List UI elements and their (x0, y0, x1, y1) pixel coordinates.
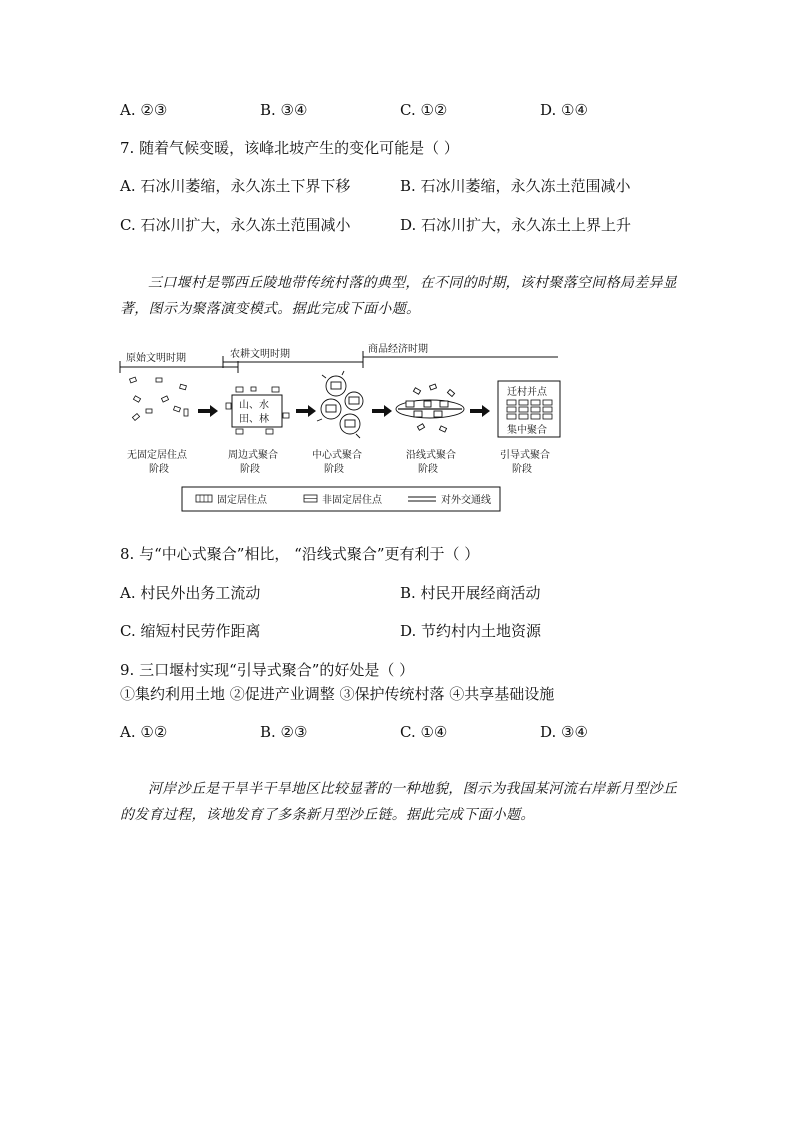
stage5-label-line1: 引导式聚合 (500, 450, 550, 461)
passage-settlement: 三口堰村是鄂西丘陵地带传统村落的典型，在不同的时期，该村聚落空间格局差异显著，图示为聚落演变模式。据此完成下面小题。 (120, 275, 678, 317)
stage4-label-line2: 阶段 (418, 464, 438, 475)
q6-option-c: C. ①② (400, 101, 448, 119)
q7-option-c: C. 石冰川扩大，永久冻土范围减小 (120, 216, 351, 234)
q7-option-d: D. 石冰川扩大，永久冻土上界上升 (400, 216, 632, 234)
q7-option-a: A. 石冰川萎缩，永久冻土下界下移 (120, 177, 351, 195)
q9-stem: 9. 三口堰村实现“引导式聚合”的好处是（ ） (120, 661, 415, 679)
q9-items: ①集约利用土地 ②促进产业调整 ③保护传统村落 ④共享基础设施 (120, 685, 555, 703)
q6-option-d: D. ①④ (540, 101, 588, 119)
guided-top-label: 迁村并点 (507, 387, 547, 398)
stage1-scattered-points (129, 377, 188, 420)
box-text-2: 田、林 (239, 414, 269, 425)
q8-option-a: A. 村民外出务工流动 (120, 584, 261, 602)
stage3-central-clusters (317, 371, 363, 438)
settlement-evolution-diagram (118, 335, 563, 517)
q9-option-a: A. ①② (120, 723, 168, 741)
q9-option-c: C. ①④ (400, 723, 448, 741)
q8-option-c: C. 缩短村民劳作距离 (120, 622, 261, 640)
stage5-label-line2: 阶段 (512, 464, 532, 475)
q9-option-d: D. ③④ (540, 723, 588, 741)
legend-fixed: 固定居住点 (217, 495, 267, 506)
q8-stem: 8. 与“中心式聚合”相比， “沿线式聚合”更有利于（ ） (120, 545, 480, 563)
q7-stem: 7. 随着气候变暖，该峰北坡产生的变化可能是（ ） (120, 139, 459, 157)
q6-option-b: B. ③④ (260, 101, 308, 119)
stage3-label-line1: 中心式聚合 (312, 450, 362, 461)
period-commodity: 商品经济时期 (368, 344, 428, 355)
period-farming: 农耕文明时期 (230, 349, 290, 360)
stage2-label-line1: 周边式聚合 (228, 450, 278, 461)
guided-bottom-label: 集中聚合 (507, 425, 547, 436)
stage4-linear (396, 384, 464, 432)
stage2-label-line2: 阶段 (240, 464, 260, 475)
stage3-label-line2: 阶段 (324, 464, 344, 475)
box-text-1: 山、水 (239, 400, 269, 411)
q7-option-b: B. 石冰川萎缩，永久冻土范围减小 (400, 177, 631, 195)
period-primitive: 原始文明时期 (126, 353, 186, 364)
q8-option-b: B. 村民开展经商活动 (400, 584, 541, 602)
stage1-label-line2: 阶段 (149, 464, 169, 475)
stage1-label-line1: 无固定居住点 (127, 450, 187, 461)
legend-transport: 对外交通线 (441, 495, 491, 506)
q8-option-d: D. 节约村内土地资源 (400, 622, 542, 640)
stage4-label-line1: 沿线式聚合 (406, 450, 456, 461)
passage-sand-dunes: 河岸沙丘是干旱半干旱地区比较显著的一种地貌，图示为我国某河流右岸新月型沙丘的发育过程，该地发育了多条新月型沙丘链。据此完成下面小题。 (120, 781, 678, 823)
q6-option-a: A. ②③ (120, 101, 168, 119)
q9-option-b: B. ②③ (260, 723, 308, 741)
legend-nonfixed: 非固定居住点 (322, 495, 382, 506)
